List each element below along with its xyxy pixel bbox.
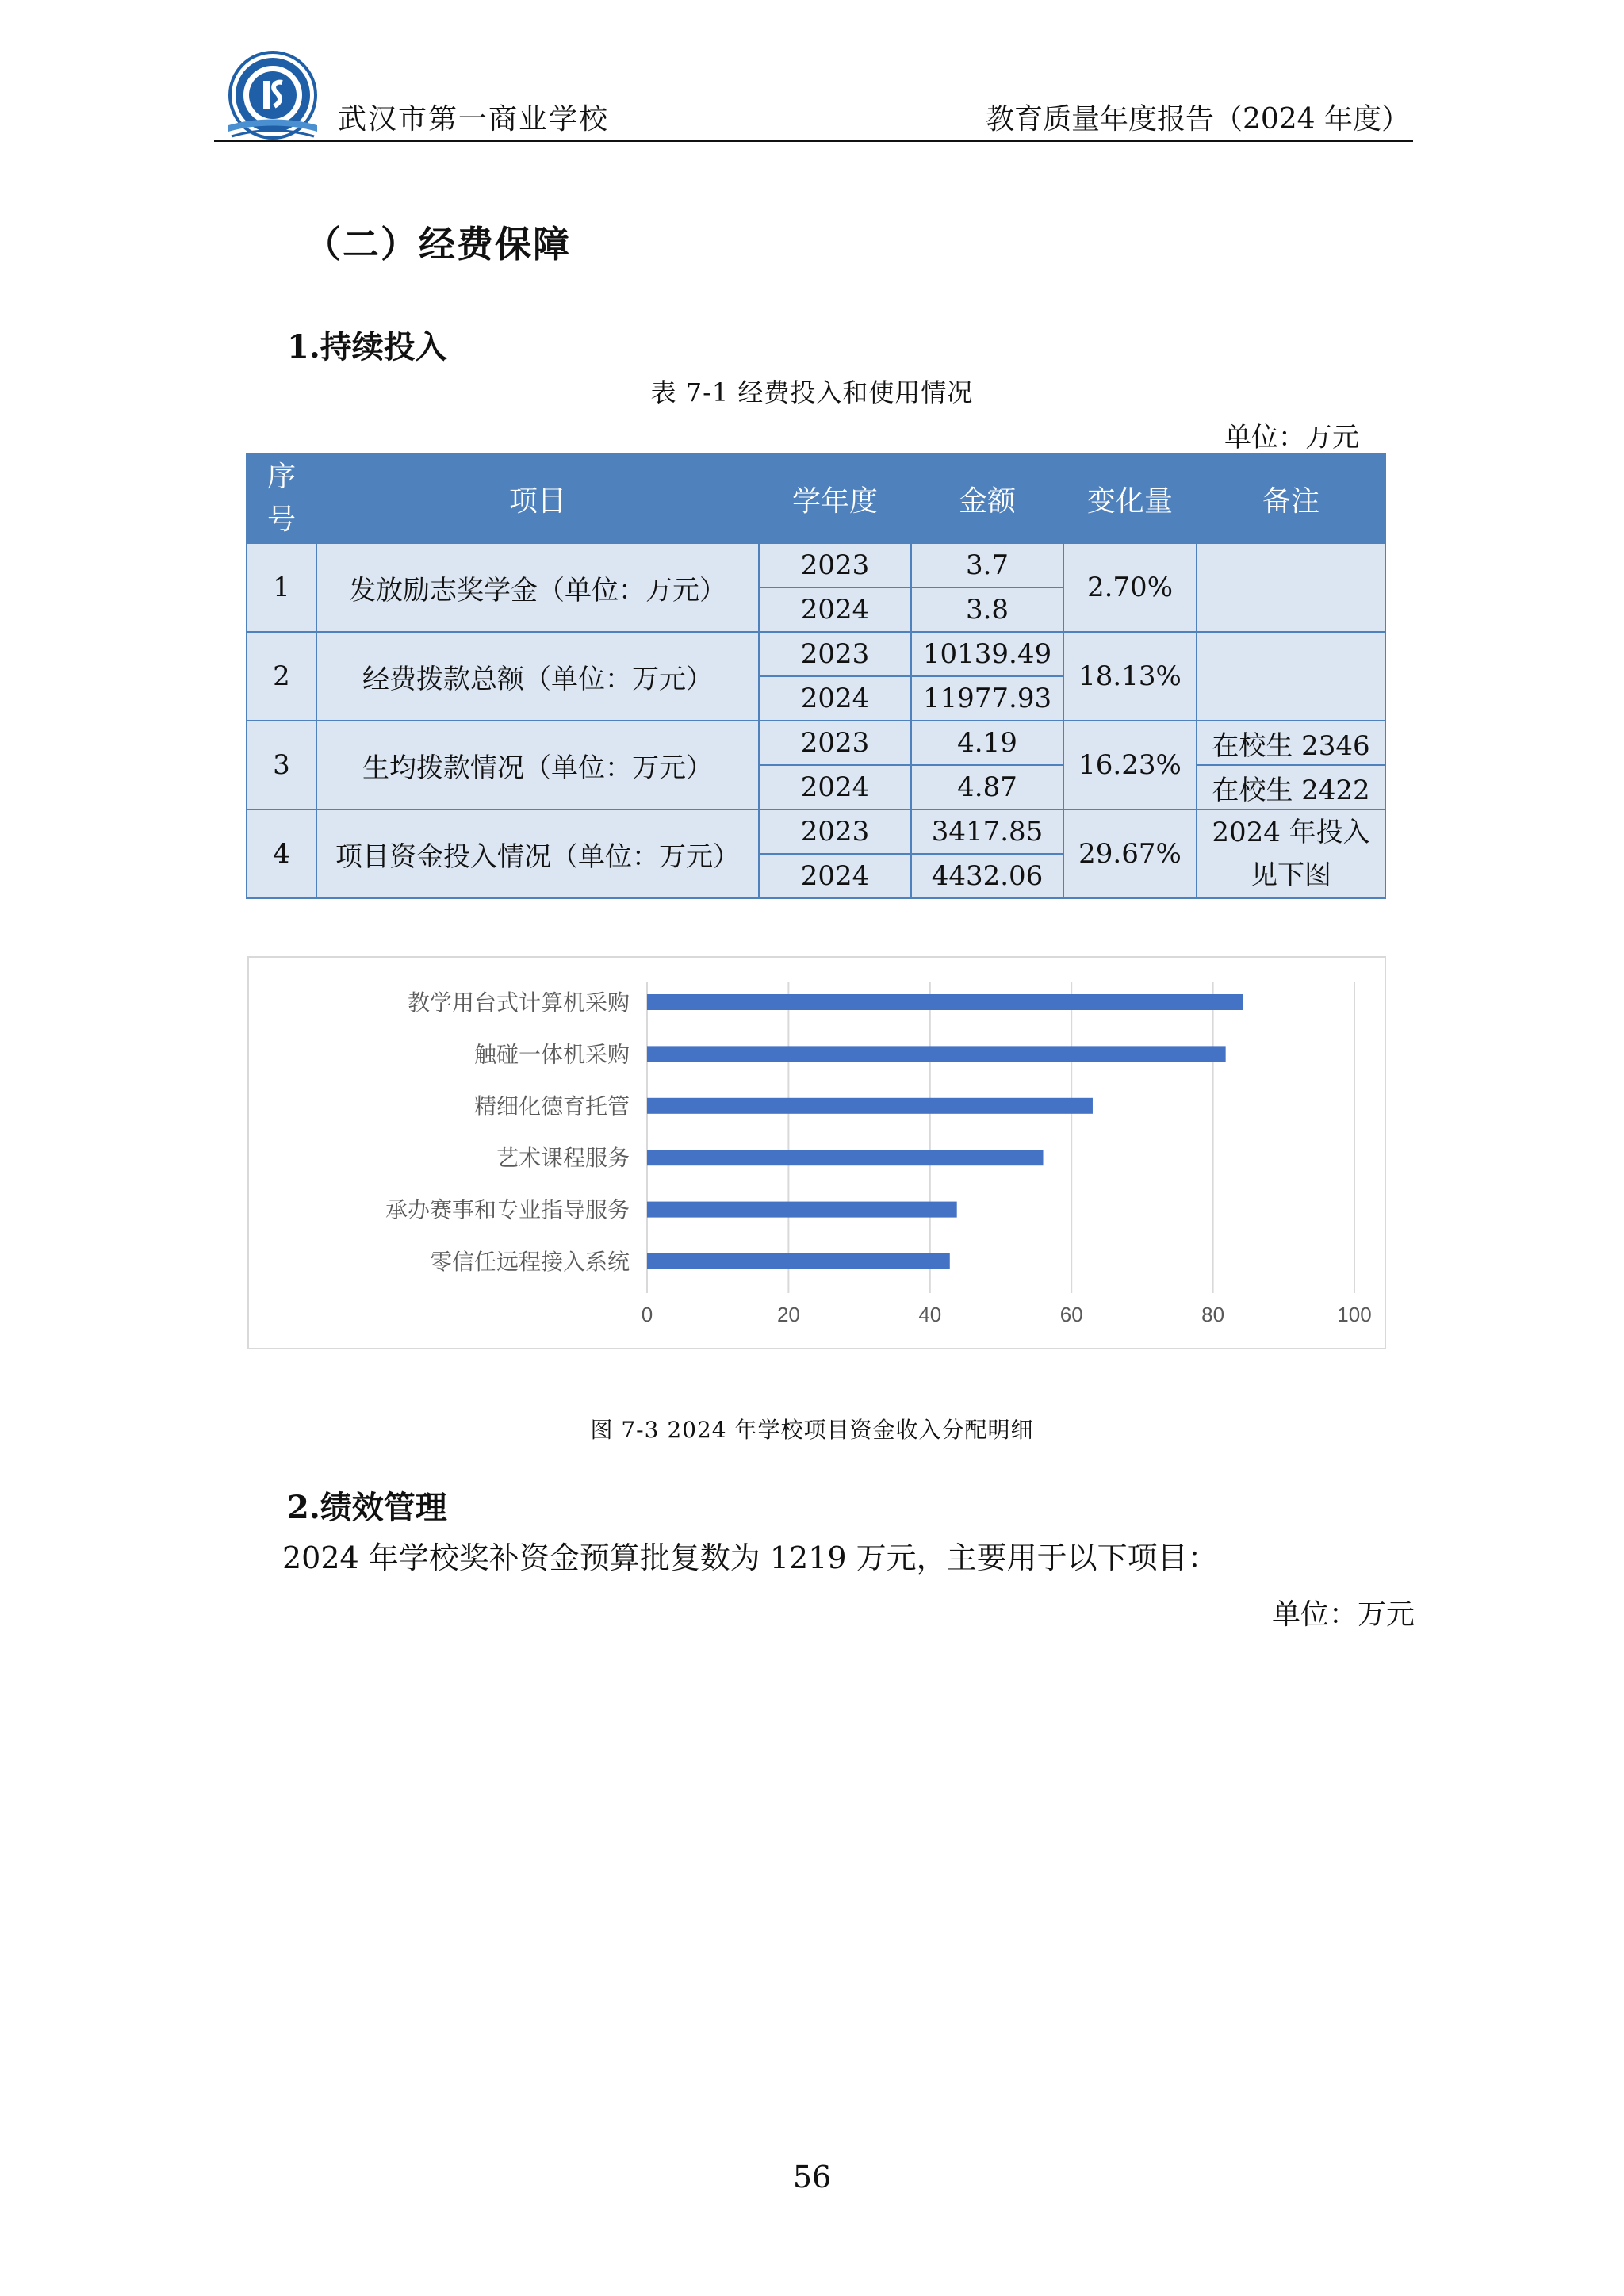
category-label: 零信任远程接入系统	[429, 1249, 630, 1275]
x-tick-label: 0	[641, 1303, 653, 1326]
category-label: 艺术课程服务	[496, 1145, 630, 1172]
cell-amount: 11977.93	[911, 676, 1063, 721]
funding-distribution-chart	[247, 956, 1386, 1349]
cell-note: 在校生 2422	[1197, 765, 1385, 809]
unit-label: 单位：万元	[1271, 1598, 1415, 1631]
cell-item: 项目资金投入情况（单位：万元）	[316, 809, 759, 898]
cell-year: 2023	[759, 721, 911, 765]
bar	[647, 994, 1243, 1010]
category-label: 承办赛事和专业指导服务	[385, 1196, 630, 1223]
header-change: 变化量	[1063, 454, 1197, 543]
cell-amount: 3.7	[911, 543, 1063, 587]
figure-caption: 图 7-3 2024 年学校项目资金收入分配明细	[590, 1417, 1034, 1443]
cell-change: 16.23%	[1063, 721, 1197, 809]
school-logo-icon	[224, 49, 322, 147]
bar	[647, 1046, 1226, 1062]
table-unit: 单位：万元	[1224, 422, 1359, 453]
cell-year: 2023	[759, 809, 911, 854]
cell-year: 2024	[759, 587, 911, 632]
header-note: 备注	[1197, 454, 1385, 543]
bar	[647, 1098, 1093, 1114]
cell-item: 生均拨款情况（单位：万元）	[316, 721, 759, 809]
x-tick-label: 80	[1201, 1303, 1225, 1326]
table-header-row	[247, 454, 1385, 543]
cell-note: 在校生 2346	[1197, 721, 1385, 765]
cell-year: 2024	[759, 765, 911, 809]
header-amount: 金额	[911, 454, 1063, 543]
report-title: 教育质量年度报告（2024 年度）	[985, 103, 1410, 136]
header-divider	[214, 140, 1413, 142]
cell-no: 1	[247, 543, 316, 632]
cell-note	[1197, 543, 1385, 632]
bar	[647, 1253, 950, 1269]
header-no: 序号	[247, 454, 316, 543]
section-title: （二）经费保障	[304, 223, 571, 266]
cell-change: 29.67%	[1063, 809, 1197, 898]
header-item: 项目	[316, 454, 759, 543]
cell-change: 2.70%	[1063, 543, 1197, 632]
table-row	[247, 632, 1385, 676]
subsection-title-performance: 2.绩效管理	[287, 1489, 447, 1526]
cell-amount: 10139.49	[911, 632, 1063, 676]
school-name: 武汉市第一商业学校	[338, 103, 610, 136]
cell-note	[1197, 632, 1385, 721]
table-row	[247, 809, 1385, 854]
cell-year: 2024	[759, 854, 911, 898]
bar	[647, 1202, 957, 1218]
cell-amount: 4.19	[911, 721, 1063, 765]
cell-amount: 3417.85	[911, 809, 1063, 854]
cell-amount: 4432.06	[911, 854, 1063, 898]
cell-item: 发放励志奖学金（单位：万元）	[316, 543, 759, 632]
table-row	[247, 721, 1385, 765]
category-label: 触碰一体机采购	[473, 1041, 630, 1068]
category-label: 精细化德育托管	[473, 1093, 630, 1119]
x-tick-label: 60	[1059, 1303, 1083, 1326]
category-label: 教学用台式计算机采购	[407, 989, 630, 1016]
page-number: 56	[792, 2160, 832, 2195]
cell-change: 18.13%	[1063, 632, 1197, 721]
cell-no: 4	[247, 809, 316, 898]
cell-item: 经费拨款总额（单位：万元）	[316, 632, 759, 721]
x-tick-label: 100	[1337, 1303, 1372, 1326]
cell-amount: 4.87	[911, 765, 1063, 809]
cell-amount: 3.8	[911, 587, 1063, 632]
cell-year: 2023	[759, 632, 911, 676]
table-row	[247, 543, 1385, 587]
cell-year: 2024	[759, 676, 911, 721]
cell-note: 2024 年投入见下图	[1197, 809, 1385, 898]
body-paragraph: 2024 年学校奖补资金预算批复数为 1219 万元，主要用于以下项目：	[282, 1540, 1218, 1575]
bar	[647, 1150, 1044, 1165]
cell-no: 2	[247, 632, 316, 721]
x-tick-label: 20	[776, 1303, 800, 1326]
subsection-title-investment: 1.持续投入	[287, 328, 447, 365]
funding-table	[246, 453, 1386, 899]
table-caption: 表 7-1 经费投入和使用情况	[650, 377, 974, 408]
bar-chart-svg	[249, 958, 1385, 1348]
cell-year: 2023	[759, 543, 911, 587]
cell-no: 3	[247, 721, 316, 809]
x-tick-label: 40	[918, 1303, 942, 1326]
header-year: 学年度	[759, 454, 911, 543]
